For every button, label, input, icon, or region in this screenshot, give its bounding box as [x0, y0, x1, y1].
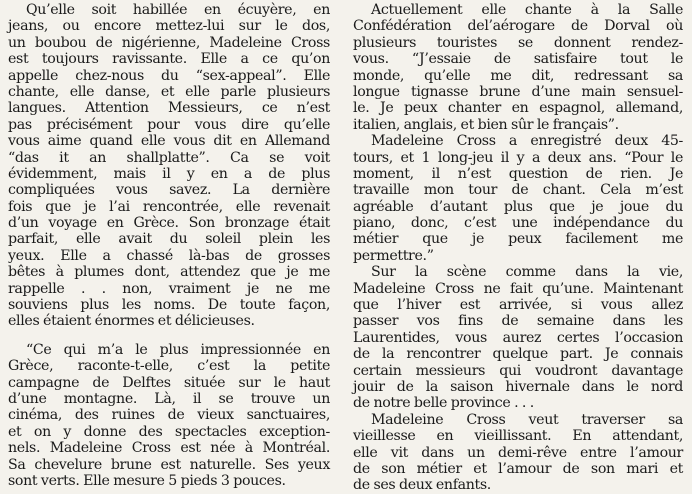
text-line: chante, elle danse, et elle parle plusieurs: [8, 83, 330, 100]
paragraph: [353, 412, 683, 494]
text-line: évidemment, mais il y en a de plus: [8, 165, 330, 182]
text-line: d’une montagne. Là, il se trouve un: [8, 390, 330, 407]
text-line: que l’hiver est arrivée, si vous allez: [353, 297, 683, 314]
text-line: certain messieurs qui voudront davantage: [353, 362, 683, 379]
text-line: métier que je peux facilement me: [353, 231, 683, 248]
text-line: Grèce, raconte-t-elle, c’est la petite: [8, 358, 330, 375]
text-line: permettre.”: [353, 247, 434, 264]
text-line: tours, et 1 long-jeu il y a deux ans. “Pour le: [353, 149, 683, 166]
text-line: de notre belle province . . .: [353, 395, 534, 412]
text-line: et on y donne des spectacles exception-: [8, 423, 330, 440]
text-line: d’un voyage en Grèce. Son bronzage était: [8, 215, 330, 232]
text-line: Madeleine Cross ne fait qu’une. Maintenant: [353, 280, 683, 297]
text-line: yeux. Elle a chassé là-bas de grosses: [8, 247, 330, 264]
text-line: vous. “J’essaie de satisfaire tout le: [353, 51, 683, 68]
text-line: parfait, elle avait du soleil plein les: [8, 231, 330, 248]
paragraph: [353, 264, 683, 412]
text-line: langues. Attention Messieurs, ce n’est: [8, 100, 330, 117]
text-line: un boubou de nigérienne, Madeleine Cross: [8, 34, 330, 51]
text-line: Confédération del’aérogare de Dorval où: [353, 18, 683, 35]
text-line: monde, qu’elle me dit, redressant sa: [353, 67, 683, 84]
paragraph: [353, 2, 683, 133]
text-line: “Ce qui m’a le plus impressionnée en: [26, 341, 330, 358]
text-line: jouir de la saison hivernale dans le nord: [353, 378, 683, 395]
paragraph: [353, 133, 683, 264]
text-line: de la rencontrer quelque part. Je connais: [353, 346, 683, 363]
text-line: de ses deux enfants.: [353, 477, 491, 494]
text-line: est toujours ravissante. Elle a ce qu’on: [8, 51, 330, 68]
text-line: passer vos fins de semaine dans les: [353, 313, 683, 330]
text-line: elle vit dans un demi-rêve entre l’amour: [353, 444, 683, 461]
text-line: appelle chez-nous du “sex-appeal”. Elle: [8, 67, 330, 84]
text-line: rappelle . . non, vraiment je ne me: [8, 280, 330, 297]
text-line: bêtes à plumes dont, attendez que je me: [8, 264, 330, 281]
text-line: fois que je l’ai rencontrée, elle revenait: [8, 198, 330, 215]
text-line: vieillesse en vieillissant. En attendant,: [353, 428, 683, 445]
text-line: jeans, ou encore mettez-lui sur le dos,: [8, 18, 330, 35]
text-line: Sur la scène comme dans la vie,: [371, 264, 683, 281]
right-column: [353, 2, 683, 494]
text-line: campagne de Delftes située sur le haut: [8, 374, 330, 391]
text-line: souviens plus les noms. De toute façon,: [8, 297, 330, 314]
left-column: [8, 2, 330, 489]
text-line: nels. Madeleine Cross est née à Montréal.: [8, 440, 330, 457]
text-line: sont verts. Elle mesure 5 pieds 3 pouces.: [8, 472, 286, 489]
text-line: piano, donc, c’est une indépendance du: [353, 215, 683, 232]
text-line: Qu’elle soit habillée en écuyère, en: [26, 2, 330, 18]
paragraph-spacer: [8, 330, 330, 342]
text-line: le. Je peux chanter en espagnol, allemand,: [353, 100, 683, 117]
text-line: pas précisément pour vous dire qu’elle: [8, 116, 330, 133]
text-line: Actuellement elle chante à la Salle: [371, 2, 683, 18]
text-line: italien, anglais, et bien sûr le français”.: [353, 116, 619, 133]
paragraph: [8, 342, 330, 490]
text-line: agréable d’autant plus que je joue du: [353, 198, 683, 215]
paragraph: [8, 2, 330, 330]
text-line: compliquées vous savez. La dernière: [8, 182, 330, 199]
text-line: Sa chevelure brune est naturelle. Ses yeux: [8, 456, 330, 473]
text-line: moment, il n’est question de rien. Je: [353, 165, 683, 182]
text-line: “das it an shallplatte”. Ca se voit: [8, 149, 330, 166]
text-line: cinéma, des ruines de vieux sanctuaires,: [8, 407, 330, 424]
text-line: Madeleine Cross veut traverser sa: [371, 411, 683, 428]
text-line: travaille mon tour de chant. Cela m’est: [353, 182, 683, 199]
text-line: de son métier et l’amour de son mari et: [353, 460, 683, 477]
text-line: plusieurs touristes se donnent rendez-: [353, 34, 683, 51]
text-line: longue tignasse brune d’une main sensuel-: [353, 83, 683, 100]
text-line: vous aime quand elle vous dit en Allemand: [8, 133, 330, 150]
text-line: Madeleine Cross a enregistré deux 45-: [371, 133, 683, 150]
text-line: Laurentides, vous aurez certes l’occasion: [353, 329, 683, 346]
text-line: elles étaient énormes et délicieuses.: [8, 313, 255, 330]
